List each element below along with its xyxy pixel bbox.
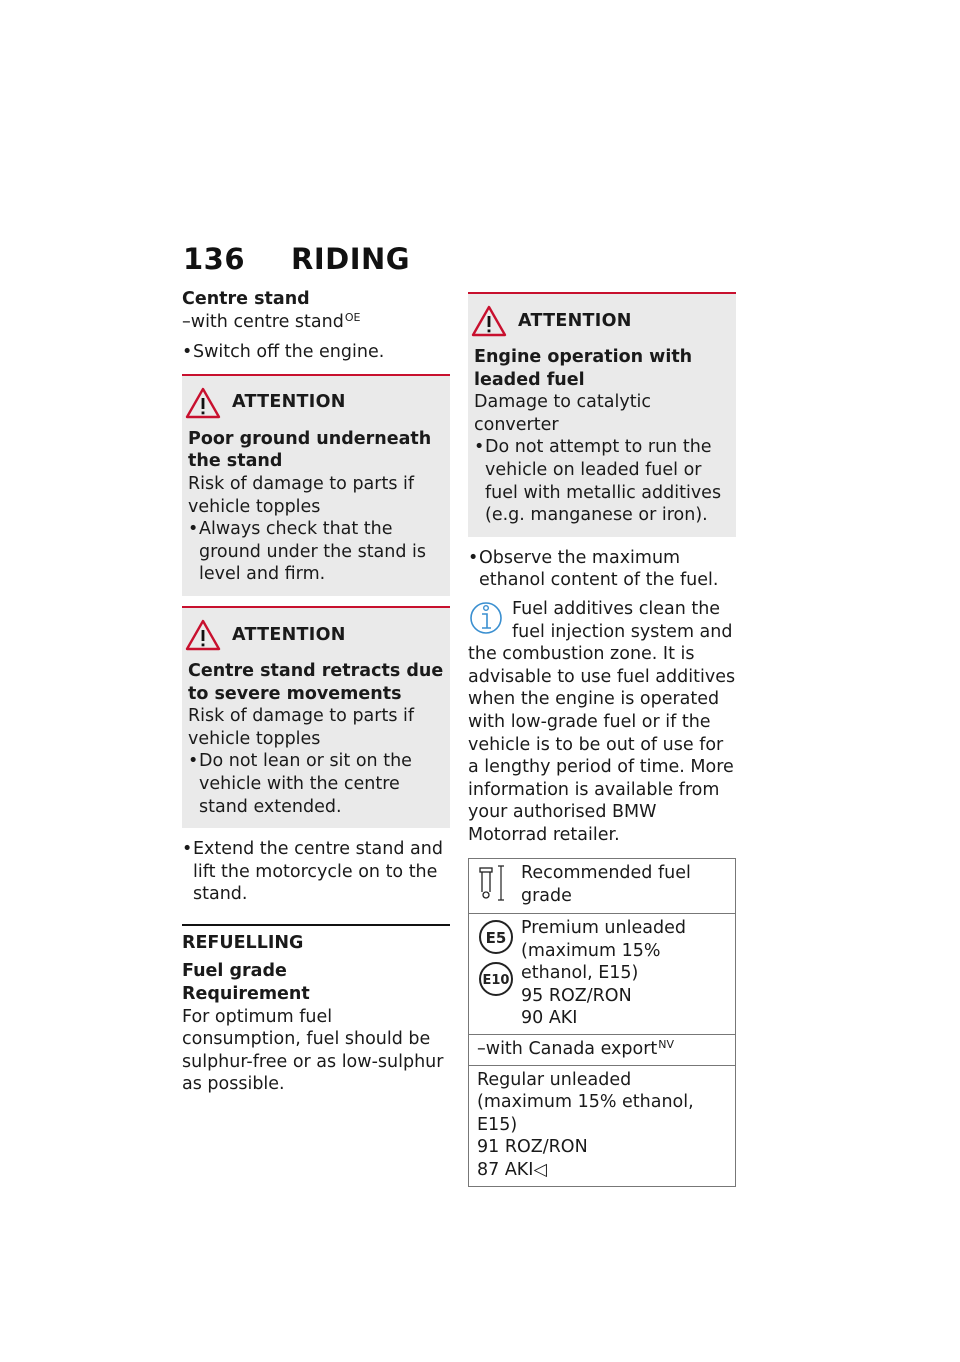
table-row [469, 914, 736, 1035]
table-cell [469, 1035, 736, 1066]
bullet-dot: • [474, 437, 485, 458]
e10-label: E10 [482, 973, 510, 989]
option-line [182, 311, 450, 334]
bullet-dot: • [468, 547, 479, 568]
table-row [469, 859, 736, 914]
attention-item-text: Do not attempt to run the vehicle on leaded fuel or fuel with metallic additives (e.g. manganese or iron). [485, 437, 722, 526]
centre-stand-heading: Centre stand [182, 289, 310, 309]
warning-triangle-icon [184, 618, 222, 652]
table-cell-text: Recommended fuel grade [521, 863, 691, 907]
e5-label: E5 [485, 929, 507, 948]
warning-triangle-icon [470, 304, 508, 338]
attention-header [184, 618, 444, 652]
attention-label: ATTENTION [232, 392, 346, 413]
section-title-refuelling: REFUELLING [182, 924, 450, 955]
table-cell-text: 91 ROZ/RON [477, 1137, 588, 1158]
list-item-text: Observe the maximum ethanol content of the fuel. [479, 547, 719, 591]
page-number: 136 [183, 242, 246, 276]
attention-header [184, 386, 444, 420]
list-item [468, 547, 736, 592]
right-column [468, 288, 736, 1187]
info-text: Fuel additives clean the fuel injection system and the combustion zone. It is advisable to use fuel additives when the engine is operated with low-grade fuel or if the vehicle is to be out of use for a lengthy period of time. More information is available from your authorised BMW Motorrad retailer. [468, 598, 736, 845]
bullet-dot: • [182, 342, 193, 363]
bullet-dot: • [182, 839, 193, 860]
table-cell-text: 90 AKI [521, 1008, 578, 1029]
table-row [469, 1035, 736, 1066]
fuel-grade-table [468, 858, 736, 1186]
table-cell-text: Regular unleaded (maximum 15% ethanol, E15) [477, 1069, 694, 1135]
list-item [182, 838, 450, 906]
table-cell-text: Premium unleaded (maximum 15% ethanol, E15) [521, 918, 686, 984]
requirement-text: For optimum fuel consumption, fuel should be sulphur-free or as low-sulphur as possible. [182, 1006, 444, 1095]
page-header [183, 242, 410, 276]
table-cell [469, 1065, 736, 1186]
attention-risk: Risk of damage to parts if vehicle topples [188, 473, 415, 517]
list-item-text: Extend the centre stand and lift the motorcycle on to the stand. [193, 839, 443, 905]
table-cell [469, 859, 736, 914]
table-cell-text: 87 AKI◁ [477, 1160, 547, 1180]
bullet-dot: • [188, 519, 199, 540]
attention-box [182, 374, 450, 596]
attention-risk: Damage to catalytic converter [474, 392, 652, 435]
attention-label: ATTENTION [518, 310, 632, 331]
attention-box [468, 292, 736, 537]
attention-item [188, 750, 444, 818]
table-cell-text: –with Canada export [477, 1039, 658, 1060]
attention-header [470, 304, 730, 338]
table-cell-text: 95 ROZ/RON [521, 985, 632, 1006]
option-superscript: OE [344, 310, 361, 324]
attention-risk: Risk of damage to parts if vehicle topples [188, 706, 415, 749]
table-cell [469, 914, 736, 1035]
attention-item-text: Always check that the ground under the stand is level and firm. [199, 519, 427, 585]
attention-item-text: Do not lean or sit on the vehicle with the centre stand extended. [199, 751, 412, 817]
table-row [469, 1065, 736, 1186]
left-column [182, 288, 450, 1096]
option-text: –with centre stand [182, 311, 344, 332]
attention-title: Centre stand retracts due to severe movements [188, 660, 444, 704]
bullet-dot: • [188, 751, 199, 772]
attention-title: Poor ground underneath the stand [188, 428, 432, 472]
info-note [468, 598, 736, 847]
fuel-pump-icon [477, 862, 507, 902]
e5-e10-icon [477, 917, 515, 1007]
attention-title: Engine operation with leaded fuel [474, 347, 693, 390]
fuel-grade-heading: Fuel grade [182, 961, 287, 982]
option-superscript: NV [658, 1038, 675, 1052]
attention-box [182, 606, 450, 828]
attention-item [474, 436, 730, 526]
requirement-heading: Requirement [182, 984, 310, 1005]
info-icon [468, 598, 504, 638]
warning-triangle-icon [184, 386, 222, 420]
chapter-title: RIDING [291, 242, 411, 276]
attention-item [188, 518, 444, 586]
list-item-text: Switch off the engine. [193, 342, 385, 363]
attention-label: ATTENTION [232, 624, 346, 645]
list-item [182, 341, 450, 364]
